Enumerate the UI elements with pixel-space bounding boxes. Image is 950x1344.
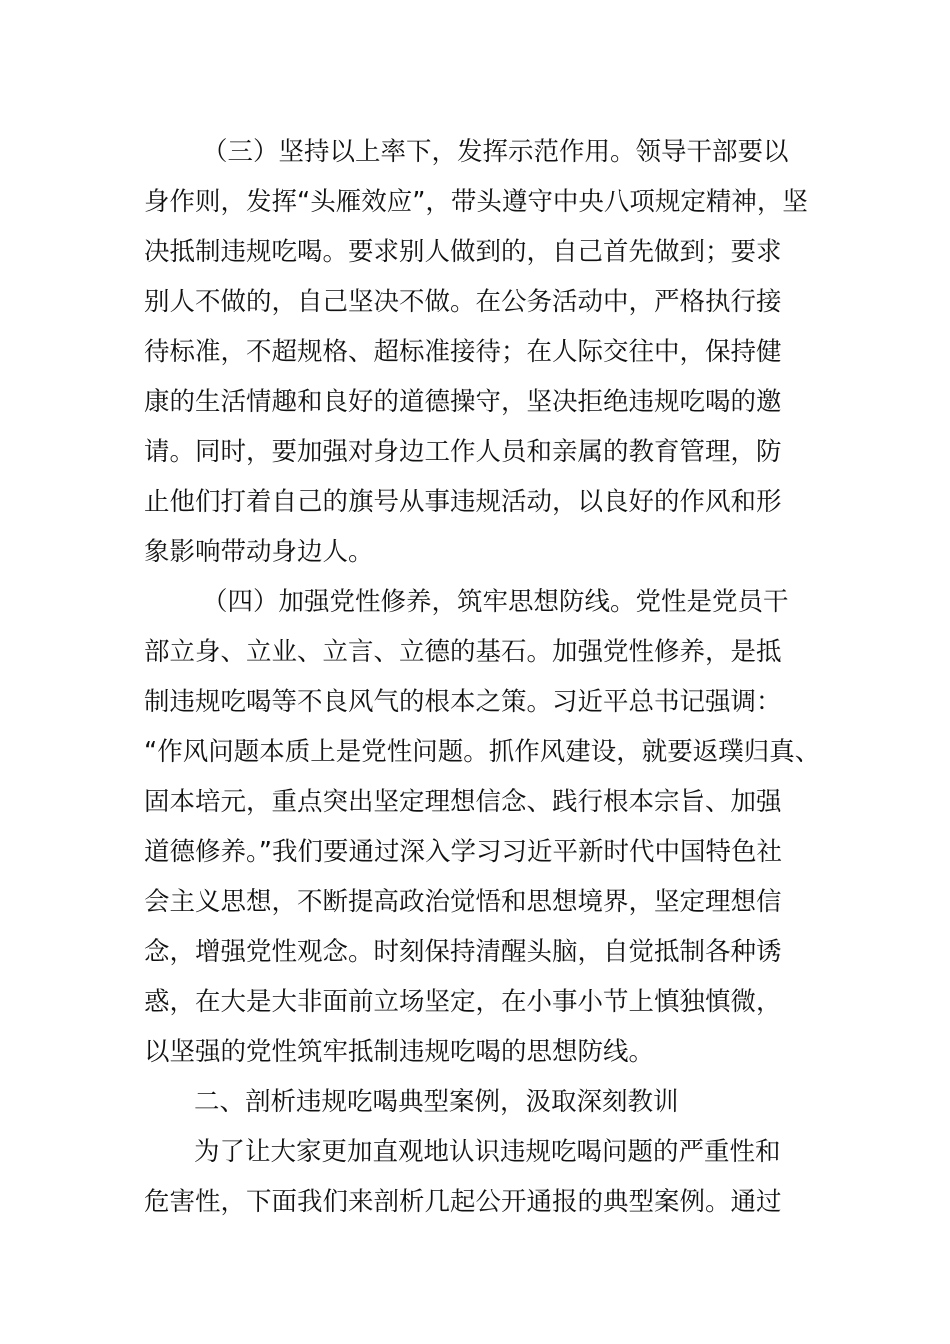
text-line: 会主义思想，不断提高政治觉悟和思想境界，坚定理想信 [144, 887, 782, 917]
text-line: 象影响带动身边人。 [144, 537, 374, 567]
text-line: 制违规吃喝等不良风气的根本之策。习近平总书记强调： [144, 687, 782, 717]
text-line: 请。同时，要加强对身边工作人员和亲属的教育管理，防 [144, 437, 782, 467]
text-line: 康的生活情趣和良好的道德操守，坚决拒绝违规吃喝的邀 [144, 387, 782, 417]
text-line: 危害性，下面我们来剖析几起公开通报的典型案例。通过 [144, 1187, 782, 1217]
paragraph-3-heading-line: （三）坚持以上率下，发挥示范作用。领导干部要以 [202, 137, 789, 167]
paragraph-4-heading-line: （四）加强党性修养，筑牢思想防线。党性是党员干 [202, 587, 789, 617]
text-line: 身作则，发挥“头雁效应”，带头遵守中央八项规定精神，坚 [144, 187, 808, 217]
text-line: 固本培元，重点突出坚定理想信念、践行根本宗旨、加强 [144, 787, 782, 817]
text-line: 待标准，不超规格、超标准接待；在人际交往中，保持健 [144, 337, 782, 367]
text-line: 以坚强的党性筑牢抵制违规吃喝的思想防线。 [144, 1037, 655, 1067]
document-body [144, 127, 824, 1227]
text-line: “作风问题本质上是党性问题。抓作风建设，就要返璞归真、 [144, 737, 821, 767]
text-line: 为了让大家更加直观地认识违规吃喝问题的严重性和 [194, 1137, 781, 1167]
text-line: 止他们打着自己的旗号从事违规活动，以良好的作风和形 [144, 487, 782, 517]
text-line: 决抵制违规吃喝。要求别人做到的，自己首先做到；要求 [144, 237, 782, 267]
text-line: 别人不做的，自己坚决不做。在公务活动中，严格执行接 [144, 287, 782, 317]
text-line: 惑，在大是大非面前立场坚定，在小事小节上慎独慎微， [144, 987, 782, 1017]
text-line: 念，增强党性观念。时刻保持清醒头脑，自觉抵制各种诱 [144, 937, 782, 967]
text-line: 部立身、立业、立言、立德的基石。加强党性修养，是抵 [144, 637, 782, 667]
section-2-heading: 二、剖析违规吃喝典型案例，汲取深刻教训 [194, 1087, 679, 1117]
text-line: 道德修养。”我们要通过深入学习习近平新时代中国特色社 [144, 837, 782, 867]
